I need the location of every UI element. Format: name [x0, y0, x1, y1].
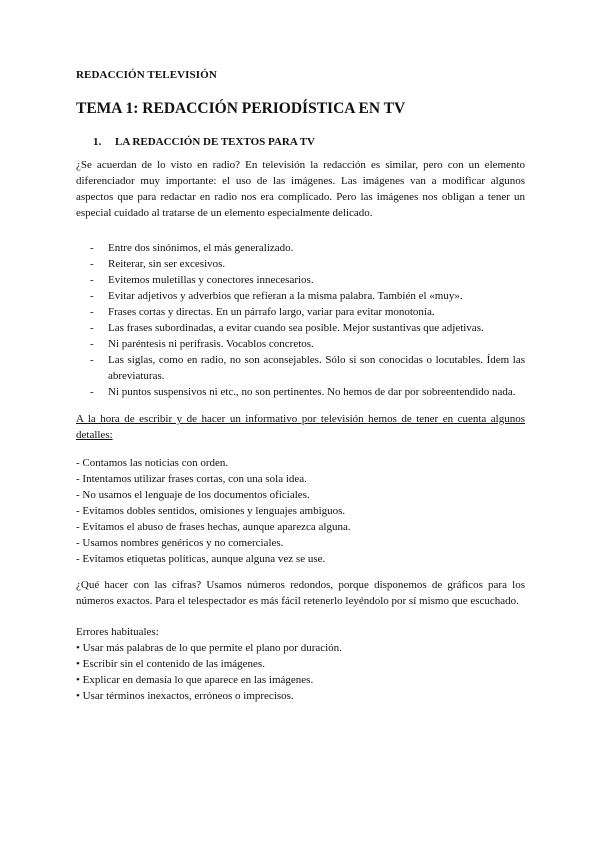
section-number: 1. [93, 136, 102, 148]
list-item: - Las siglas, como en radio, no son aconsejables. Sólo si son conocidas o locutables. Ídem las abreviaturas. [90, 354, 525, 382]
style-rules-list [90, 240, 525, 400]
list-item: - Evitemos muletillas y conectores innecesarios. [90, 274, 314, 286]
list-item: - Intentamos utilizar frases cortas, con una sola idea. [76, 473, 307, 485]
tema-title: TEMA 1: REDACCIÓN PERIODÍSTICA EN TV [76, 100, 406, 117]
list-item: - Frases cortas y directas. En un párrafo largo, variar para evitar monotonía. [90, 306, 435, 318]
list-item: • Usar términos inexactos, erróneos o imprecisos. [76, 690, 294, 702]
list-item: - Ni paréntesis ni perífrasis. Vocablos concretos. [90, 338, 314, 350]
list-item: - Evitamos dobles sentidos, omisiones y lenguajes ambiguos. [76, 505, 346, 517]
list-item: - Ni puntos suspensivos ni etc., no son pertinentes. No hemos de dar por sobreentendido nada. [90, 386, 516, 398]
list-item: - Evitar adjetivos y adverbios que refieran a la misma palabra. También el «muy». [90, 290, 463, 302]
intro-paragraph: ¿Se acuerdan de lo visto en radio? En televisión la redacción es similar, pero con un elemento diferenciador muy importante: el uso de las imágenes. Las imágenes van a modificar algunos aspectos que para redactar en radio nos era complicado. Pero las imágenes nos obligan a tener un especial cuidado al tratarse de un elemento especialmente delicado. [76, 159, 525, 219]
errors-heading: Errores habituales: [76, 626, 159, 638]
list-item: • Usar más palabras de lo que permite el plano por duración. [76, 642, 342, 654]
dash-marker: - [90, 290, 94, 302]
details-heading: A la hora de escribir y de hacer un informativo por televisión hemos de tener en cuenta algunos detalles: [76, 413, 525, 441]
dash-marker: - [90, 306, 94, 318]
list-item: - Las frases subordinadas, a evitar cuando sea posible. Mejor sustantivas que adjetivas. [90, 322, 484, 334]
details-list [76, 455, 525, 567]
dash-marker: - [90, 242, 94, 254]
dash-marker: - [90, 258, 94, 270]
section-title: LA REDACCIÓN DE TEXTOS PARA TV [115, 136, 315, 148]
section-heading [93, 136, 315, 148]
list-item: - Evitamos el abuso de frases hechas, aunque aparezca alguna. [76, 521, 351, 533]
dash-marker: - [90, 338, 94, 350]
list-item: - Evitamos etiquetas políticas, aunque alguna vez se use. [76, 553, 326, 565]
course-title: REDACCIÓN TELEVISIÓN [76, 69, 217, 81]
dash-marker: - [90, 322, 94, 334]
errors-list [76, 640, 525, 704]
dash-marker: - [90, 354, 94, 366]
list-item: • Explicar en demasía lo que aparece en las imágenes. [76, 674, 314, 686]
figures-paragraph: ¿Qué hacer con las cifras? Usamos números redondos, porque disponemos de gráficos para los números exactos. Para el telespectador es más fácil retenerlo leyéndolo por sí mismo que escuchado. [76, 579, 525, 607]
list-item: - Contamos las noticias con orden. [76, 457, 229, 469]
list-item: - No usamos el lenguaje de los documentos oficiales. [76, 489, 310, 501]
list-item: - Entre dos sinónimos, el más generalizado. [90, 242, 294, 254]
list-item: - Usamos nombres genéricos y no comerciales. [76, 537, 284, 549]
list-item: • Escribir sin el contenido de las imágenes. [76, 658, 265, 670]
list-item: - Reiterar, sin ser excesivos. [90, 258, 226, 270]
dash-marker: - [90, 274, 94, 286]
dash-marker: - [90, 386, 94, 398]
